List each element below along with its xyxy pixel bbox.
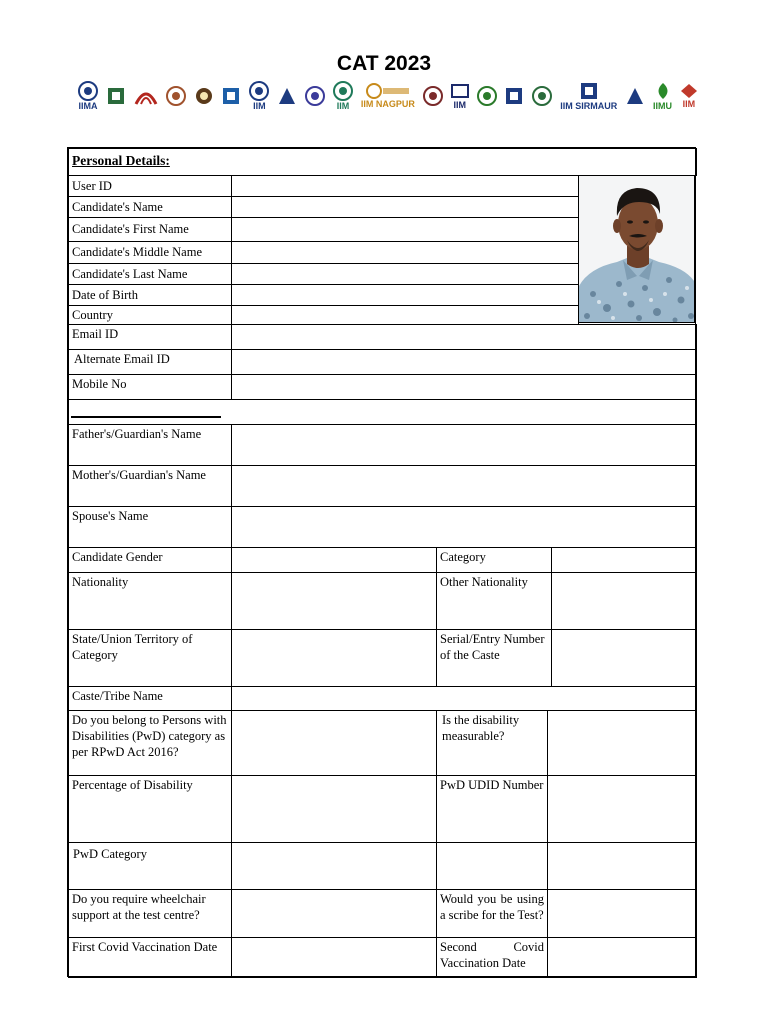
value-pwd-category[interactable] (231, 842, 437, 890)
iim-bangalore-logo (134, 86, 158, 106)
value-country[interactable] (231, 305, 579, 325)
separator-rule (71, 416, 221, 418)
label-user-id: User ID (68, 175, 232, 197)
value-email-id[interactable] (231, 324, 697, 350)
value-second-covid-vaccination-date[interactable] (547, 937, 697, 978)
value-mobile-no[interactable] (231, 374, 697, 400)
label-serial-entry-number-caste: Serial/Entry Number of the Caste (436, 629, 552, 687)
value-spouse-name[interactable] (231, 506, 697, 548)
iim-logos-strip (78, 78, 698, 114)
label-first-covid-vaccination-date: First Covid Vaccination Date (68, 937, 232, 978)
blank-separator-row (68, 399, 697, 425)
label-date-of-birth: Date of Birth (68, 284, 232, 306)
label-second-covid-vaccination-date: Second Covid Vaccination Date (436, 937, 548, 978)
value-nationality[interactable] (231, 572, 437, 630)
iim-tiruchirappalli-logo (625, 86, 645, 106)
iim-ahmedabad-logo (78, 81, 98, 111)
iim-udaipur-logo-text: IIMU (653, 101, 673, 111)
value-scribe[interactable] (547, 889, 697, 938)
value-serial-entry-number-caste[interactable] (551, 629, 697, 687)
label-disability-measurable: Is the disability measurable? (436, 710, 548, 776)
label-caste-tribe-name: Caste/Tribe Name (68, 686, 232, 711)
value-state-ut-of-category[interactable] (231, 629, 437, 687)
candidate-photo (578, 175, 695, 323)
label-alternate-email-id: Alternate Email ID (68, 349, 232, 375)
iim-raipur-logo (423, 86, 443, 106)
value-mother-guardian-name[interactable] (231, 465, 697, 507)
iim-lucknow-logo (333, 81, 353, 111)
value-date-of-birth[interactable] (231, 284, 579, 306)
label-pwd-category: PwD Category (68, 842, 232, 890)
value-caste-tribe-name[interactable] (231, 686, 697, 711)
value-other-nationality[interactable] (551, 572, 697, 630)
iim-ranchi-logo (451, 82, 469, 110)
iim-nagpur-logo-text: IIM NAGPUR (360, 99, 415, 109)
blank-pwd-category-side-value[interactable] (547, 842, 697, 890)
label-spouse-name: Spouse's Name (68, 506, 232, 548)
value-candidate-gender[interactable] (231, 547, 437, 573)
label-email-id: Email ID (68, 324, 232, 350)
value-middle-name[interactable] (231, 241, 579, 264)
iim-ranchi-logo-text: IIM (453, 100, 466, 110)
label-father-guardian-name: Father's/Guardian's Name (68, 424, 232, 466)
label-candidate-gender: Candidate Gender (68, 547, 232, 573)
value-category[interactable] (551, 547, 697, 573)
label-mobile-no: Mobile No (68, 374, 232, 400)
value-user-id[interactable] (231, 175, 579, 197)
label-category: Category (436, 547, 552, 573)
label-percentage-of-disability: Percentage of Disability (68, 775, 232, 843)
iim-udaipur-logo (653, 81, 672, 111)
iim-calcutta-logo (194, 86, 214, 106)
label-pwd-belong: Do you belong to Persons with Disabilities (PwD) category as per RPwD Act 2016? (68, 710, 232, 776)
blank-pwd-category-side-label (436, 842, 548, 890)
value-disability-measurable[interactable] (547, 710, 697, 776)
label-last-name: Candidate's Last Name (68, 263, 232, 285)
iim-sirmaur-logo-text: IIM SIRMAUR (560, 101, 618, 111)
iim-visakhapatnam-logo (680, 83, 698, 109)
label-pwd-udid-number: PwD UDID Number (436, 775, 548, 843)
iim-sirmaur-logo (560, 81, 617, 111)
iim-indore-logo (221, 86, 241, 106)
label-middle-name: Candidate's Middle Name (68, 241, 232, 264)
iim-shillong-logo (532, 86, 552, 106)
value-percentage-of-disability[interactable] (231, 775, 437, 843)
iim-rohtak-logo (477, 86, 497, 106)
label-mother-guardian-name: Mother's/Guardian's Name (68, 465, 232, 507)
value-first-covid-vaccination-date[interactable] (231, 937, 437, 978)
iim-amritsar-logo (106, 86, 126, 106)
iim-nagpur-logo (361, 83, 415, 109)
label-state-ut-of-category: State/Union Territory of Category (68, 629, 232, 687)
iim-ahmedabad-logo-text: IIMA (78, 101, 98, 111)
iim-visakhapatnam-logo-text: IIM (682, 99, 696, 109)
label-first-name: Candidate's First Name (68, 217, 232, 242)
form-title: CAT 2023 (336, 52, 432, 75)
iim-sambalpur-logo (504, 86, 524, 106)
iim-lucknow-logo-text: IIM (336, 101, 350, 111)
value-first-name[interactable] (231, 217, 579, 242)
iim-jammu-logo-text: IIM (253, 101, 266, 111)
iim-kashipur-logo (277, 86, 297, 106)
value-candidate-name[interactable] (231, 196, 579, 218)
label-wheelchair-support: Do you require wheelchair support at the test centre? (68, 889, 232, 938)
label-other-nationality: Other Nationality (436, 572, 552, 630)
label-country: Country (68, 305, 232, 325)
iim-jammu-logo (249, 81, 269, 111)
personal-details-form (67, 147, 696, 977)
value-alternate-email-id[interactable] (231, 349, 697, 375)
label-candidate-name: Candidate's Name (68, 196, 232, 218)
value-pwd-udid-number[interactable] (547, 775, 697, 843)
value-last-name[interactable] (231, 263, 579, 285)
label-nationality: Nationality (68, 572, 232, 630)
label-scribe: Would you be using a scribe for the Test? (436, 889, 548, 938)
iim-kozhikode-logo (305, 86, 325, 106)
value-wheelchair-support[interactable] (231, 889, 437, 938)
candidate-photo-image (579, 176, 695, 323)
section-heading: Personal Details: (68, 148, 697, 176)
value-pwd-belong[interactable] (231, 710, 437, 776)
iim-bodh-gaya-logo (166, 86, 186, 106)
value-father-guardian-name[interactable] (231, 424, 697, 466)
